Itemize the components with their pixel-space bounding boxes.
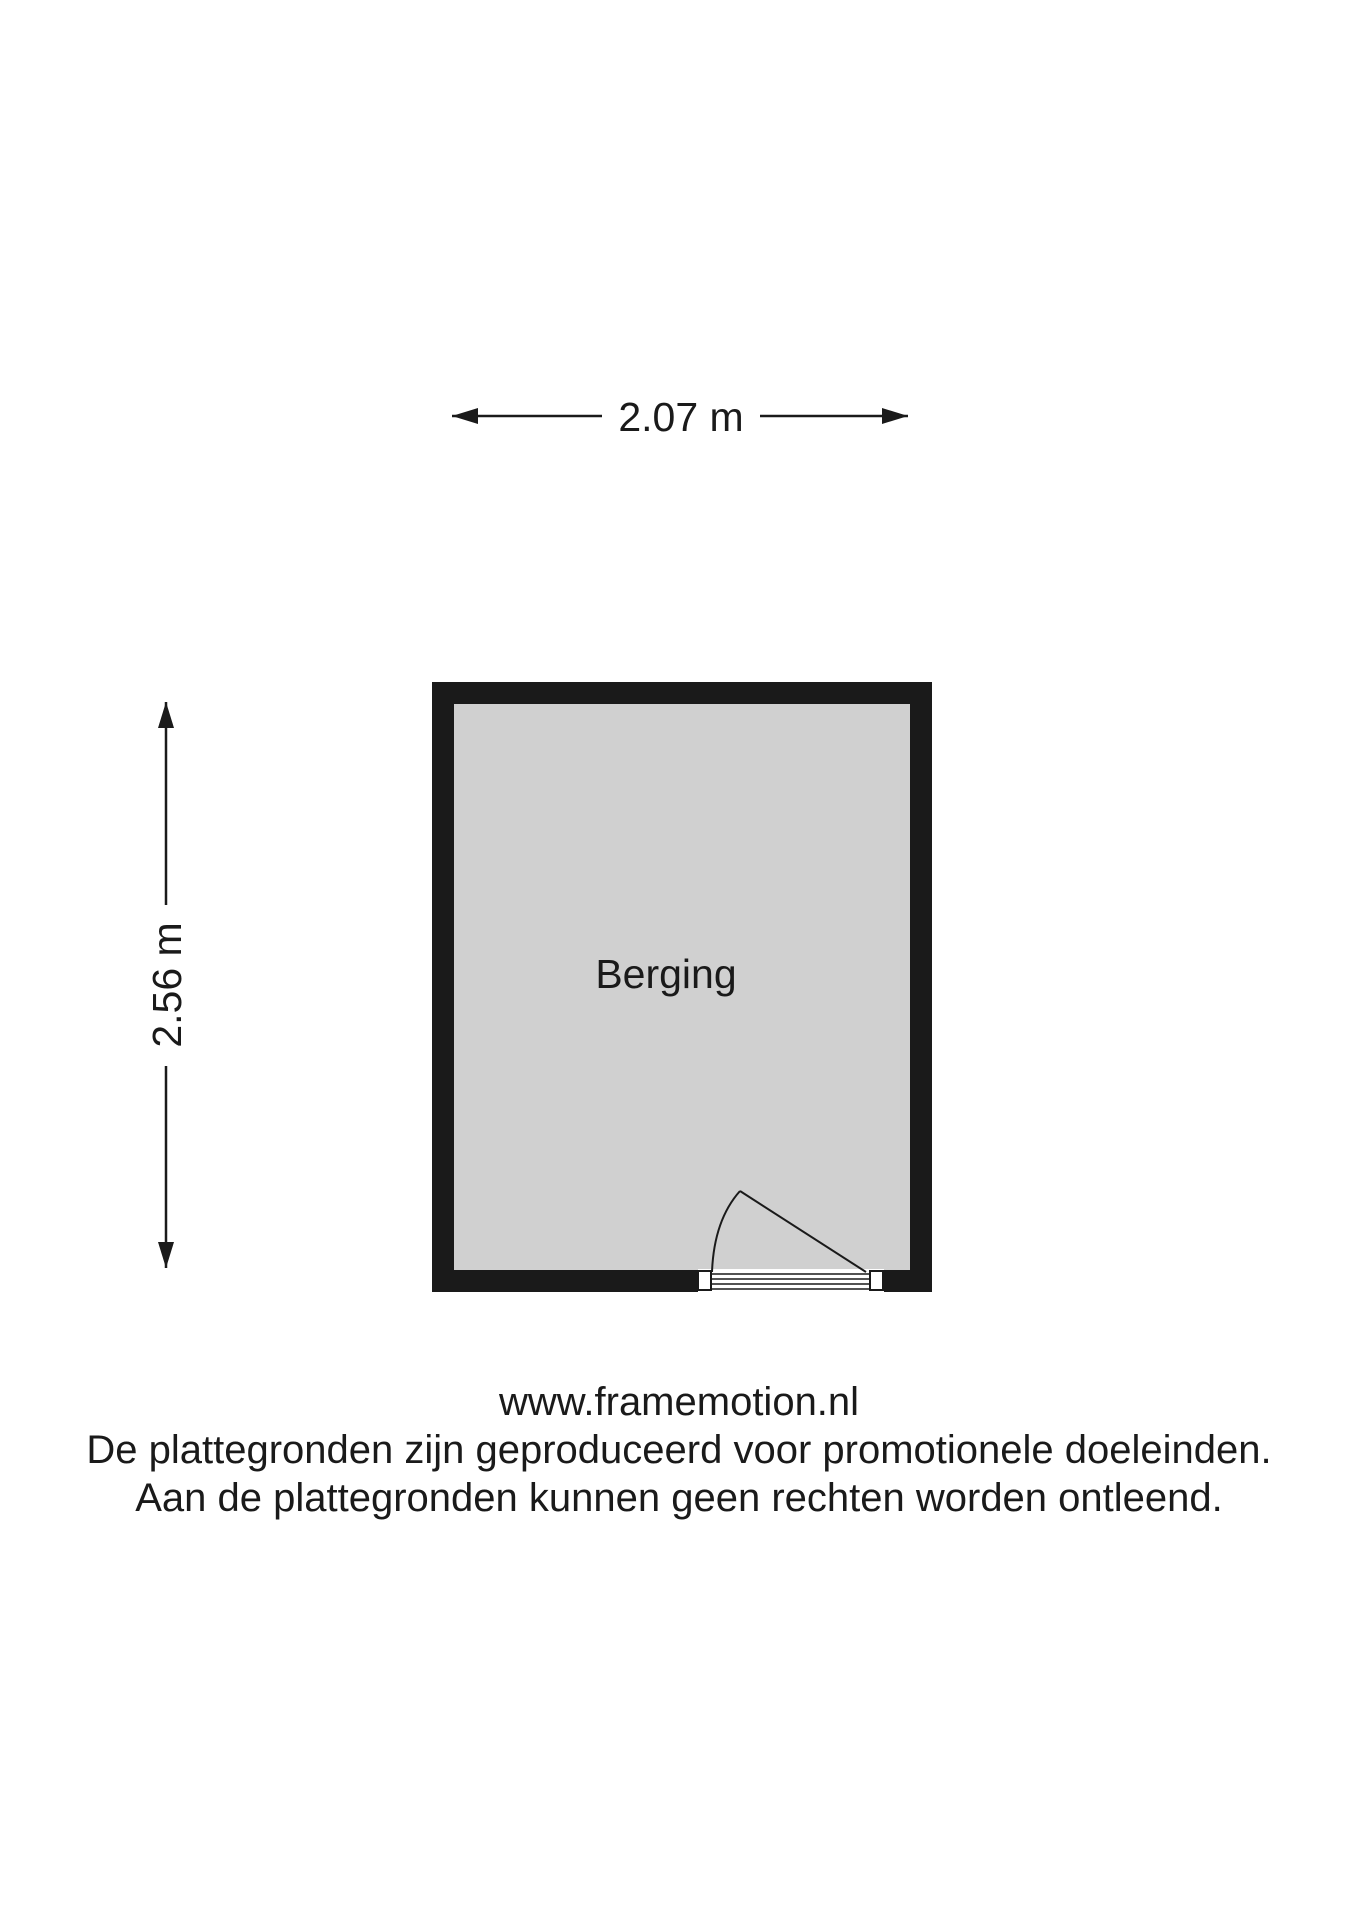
footer — [0, 1378, 1358, 1522]
room-label: Berging — [595, 951, 737, 997]
disclaimer-line-2: Aan de plattegronden kunnen geen rechten worden ontleend. — [135, 1476, 1223, 1520]
website-url: www.framemotion.nl — [498, 1380, 860, 1424]
door-frame-left — [698, 1271, 711, 1290]
disclaimer-line-1: De plattegronden zijn geproduceerd voor promotionele doeleinden. — [86, 1428, 1272, 1472]
width-dimension-label: 2.07 m — [618, 394, 744, 440]
room-berging — [432, 682, 932, 1293]
height-dimension — [144, 702, 190, 1268]
height-arrow-top — [158, 702, 174, 728]
height-dimension-label: 2.56 m — [144, 922, 190, 1048]
height-arrow-bottom — [158, 1242, 174, 1268]
door-frame-right — [870, 1271, 883, 1290]
width-dimension — [452, 394, 908, 440]
width-arrow-left — [452, 408, 478, 424]
width-arrow-right — [882, 408, 908, 424]
